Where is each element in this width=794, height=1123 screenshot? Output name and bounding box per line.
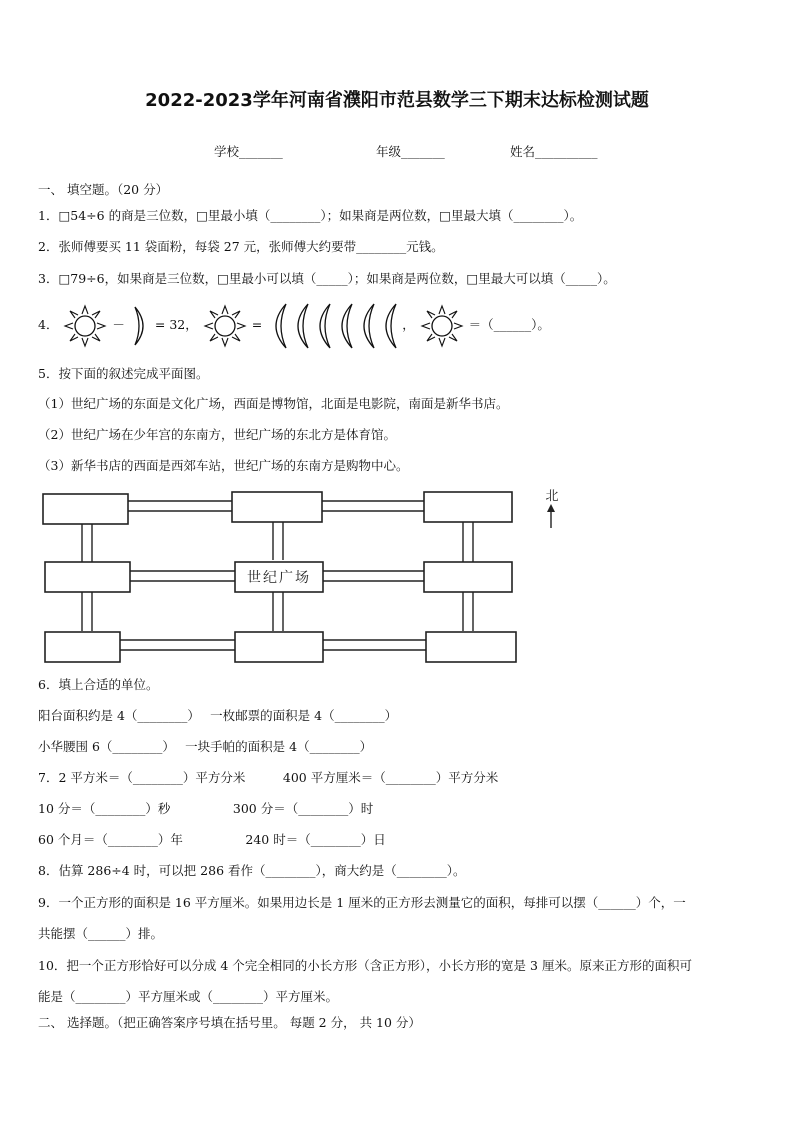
map-box-south (235, 632, 323, 662)
q4-equals: = (251, 317, 263, 332)
name-field: 姓名__________ (510, 144, 598, 159)
map-box-southwest (45, 632, 120, 662)
moon-icon (129, 303, 151, 349)
q4-minus: － (112, 317, 125, 332)
map-box-west (45, 562, 130, 592)
page-title: 2022-2023学年河南省濮阳市范县数学三下期末达标检测试题 (145, 90, 649, 111)
question-5-clue-1: （1）世纪广场的东面是文化广场，西面是博物馆，北面是电影院，南面是新华书店。 (38, 396, 509, 411)
q4-comma: ， (402, 317, 415, 332)
question-5-clue-3: （3）新华书店的西面是西郊车站，世纪广场的东南方是购物中心。 (38, 458, 409, 473)
map-box-northeast (424, 492, 512, 522)
question-6: 6．填上合适的单位。 (38, 677, 159, 692)
question-9-line-1: 9．一个正方形的面积是 16 平方厘米。如果用边长是 1 厘米的正方形去测量它的面积，每排可以摆（______）个，一 (38, 895, 686, 910)
question-1: 1．□54÷6 的商是三位数，□里最小填（________）；如果商是两位数，□里最大填（________）。 (38, 208, 583, 223)
map-box-southeast (426, 632, 516, 662)
map-center-label: 世纪广场 (247, 570, 311, 586)
question-9-line-2: 共能摆（______）排。 (38, 926, 164, 941)
sun-icon (62, 303, 108, 349)
question-6-row-2: 小华腰围 6（________） 一块手帕的面积是 4（________） (38, 739, 373, 754)
north-label: 北 (545, 489, 559, 504)
map-box-northwest (43, 494, 128, 524)
question-7-row-2: 10 分＝（________）秒 300 分＝（________）时 (38, 801, 374, 816)
map-box-north (232, 492, 322, 522)
question-2: 2．张师傅要买 11 袋面粉，每袋 27 元，张师傅大约要带________元钱。 (38, 239, 444, 254)
question-5: 5．按下面的叙述完成平面图。 (38, 366, 209, 381)
q4-number: 4． (38, 317, 59, 332)
north-arrow-icon (547, 504, 555, 528)
question-6-row-1: 阳台面积约是 4（________） 一枚邮票的面积是 4（________） (38, 708, 398, 723)
sun-icon (419, 303, 465, 349)
question-8: 8．估算 286÷4 时，可以把 286 看作（________），商大约是（________）。 (38, 863, 466, 878)
q4-equals-32: = 32， (154, 317, 198, 332)
question-3: 3．□79÷6，如果商是三位数，□里最小可以填（_____）；如果商是两位数，□里最大可以填（_____）。 (38, 271, 616, 286)
moons-group-icon (266, 301, 398, 351)
q4-answer: ＝（______）。 (468, 317, 550, 332)
section1-header: 一、 填空题。（20 分） (38, 182, 169, 197)
map-box-east (424, 562, 512, 592)
question-10-line-1: 10．把一个正方形恰好可以分成 4 个完全相同的小长方形（含正方形），小长方形的宽是 3 厘米。原来正方形的面积可 (38, 958, 692, 973)
school-field: 学校_______ (214, 144, 283, 159)
question-7-row-3: 60 个月＝（________）年 240 时＝（________）日 (38, 832, 386, 847)
plan-map (40, 488, 580, 668)
grade-field: 年级_______ (376, 144, 445, 159)
question-5-clue-2: （2）世纪广场在少年宫的东南方，世纪广场的东北方是体育馆。 (38, 427, 396, 442)
question-4 (38, 300, 550, 350)
section2-header: 二、 选择题。（把正确答案序号填在括号里。 每题 2 分， 共 10 分） (38, 1015, 421, 1030)
question-7-row-1: 7．2 平方米＝（________）平方分米 400 平方厘米＝（________）平方分米 (38, 770, 499, 785)
question-10-line-2: 能是（________）平方厘米或（________）平方厘米。 (38, 989, 339, 1004)
sun-icon (202, 303, 248, 349)
